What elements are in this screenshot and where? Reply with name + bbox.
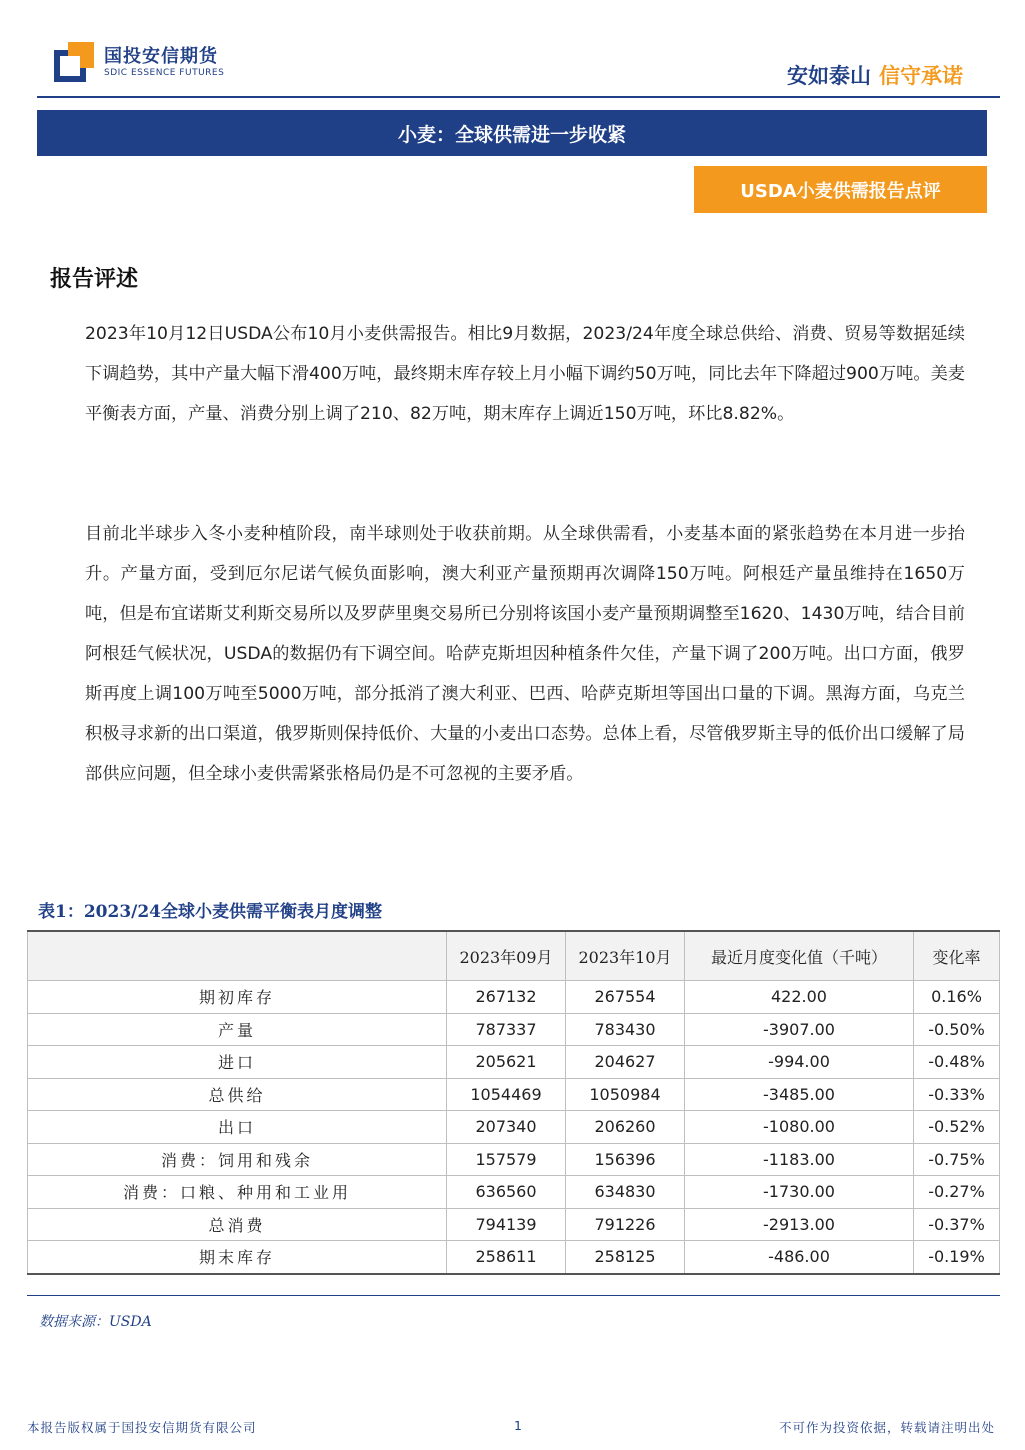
value-cell: 156396	[566, 1143, 685, 1176]
header-cell: 2023年10月	[566, 931, 685, 981]
table-row	[28, 1111, 1000, 1144]
value-cell: -0.48%	[914, 1046, 1000, 1079]
value-cell: -1080.00	[685, 1111, 914, 1144]
value-cell: -1183.00	[685, 1143, 914, 1176]
row-label-cell: 期末库存	[28, 1241, 447, 1274]
value-cell: 787337	[447, 1013, 566, 1046]
value-cell: 258611	[447, 1241, 566, 1274]
row-label-cell: 总供给	[28, 1078, 447, 1111]
paragraph-analysis: 目前北半球步入冬小麦种植阶段，南半球则处于收获前期。从全球供需看，小麦基本面的紧张趋势在本月进一步抬升。产量方面，受到厄尔尼诺气候负面影响，澳大利亚产量预期再次调降150万吨。阿根廷产量虽维持在1650万吨，但是布宜诺斯艾利斯交易所以及罗萨里奥交易所已分别将该国小麦产量预期调整至1620、1430万吨，结合目前阿根廷气候状况，USDA的数据仍有下调空间。哈萨克斯坦因种植条件欠佳，产量下调了200万吨。出口方面，俄罗斯再度上调100万吨至5000万吨，部分抵消了澳大利亚、巴西、哈萨克斯坦等国出口量的下调。黑海方面，乌克兰积极寻求新的出口渠道，俄罗斯则保持低价、大量的小麦出口态势。总体上看，尽管俄罗斯主导的低价出口缓解了局部供应问题，但全球小麦供需紧张格局仍是不可忽视的主要矛盾。	[85, 524, 965, 784]
table-row	[28, 1176, 1000, 1209]
value-cell: 794139	[447, 1208, 566, 1241]
value-cell: 157579	[447, 1143, 566, 1176]
slogan-secondary: 信守承诺	[879, 64, 963, 88]
row-label-cell: 期初库存	[28, 981, 447, 1014]
table-row	[28, 1208, 1000, 1241]
row-label-cell: 进口	[28, 1046, 447, 1079]
report-title-banner: 小麦：全球供需进一步收紧	[37, 110, 987, 156]
value-cell: -1730.00	[685, 1176, 914, 1209]
value-cell: 422.00	[685, 981, 914, 1014]
value-cell: -0.52%	[914, 1111, 1000, 1144]
value-cell: 205621	[447, 1046, 566, 1079]
value-cell: 267132	[447, 981, 566, 1014]
company-logo	[54, 40, 234, 86]
value-cell: 204627	[566, 1046, 685, 1079]
value-cell: 207340	[447, 1111, 566, 1144]
value-cell: -0.33%	[914, 1078, 1000, 1111]
value-cell: 206260	[566, 1111, 685, 1144]
table-bottom-rule	[27, 1295, 1000, 1296]
value-cell: -994.00	[685, 1046, 914, 1079]
value-cell: 634830	[566, 1176, 685, 1209]
report-subtitle-banner: USDA小麦供需报告点评	[694, 166, 987, 213]
header-cell: 最近月度变化值（千吨）	[685, 931, 914, 981]
value-cell: -0.37%	[914, 1208, 1000, 1241]
footer-disclaimer: 不可作为投资依据，转载请注明出处	[778, 1420, 995, 1435]
value-cell: 258125	[566, 1241, 685, 1274]
table-header-row	[28, 931, 1000, 981]
table-row	[28, 981, 1000, 1014]
logo-mark-icon	[54, 42, 94, 82]
table-caption: 表1：2023/24全球小麦供需平衡表月度调整	[38, 902, 383, 922]
footer-copyright: 本报告版权属于国投安信期货有限公司	[27, 1420, 257, 1435]
row-label-cell: 产量	[28, 1013, 447, 1046]
row-label-cell: 总消费	[28, 1208, 447, 1241]
table-row	[28, 1143, 1000, 1176]
row-label-cell: 出口	[28, 1111, 447, 1144]
data-source-note: 数据来源：USDA	[39, 1314, 152, 1330]
value-cell: 783430	[566, 1013, 685, 1046]
slogan	[787, 60, 963, 90]
table-row	[28, 1046, 1000, 1079]
value-cell: -3485.00	[685, 1078, 914, 1111]
header-cell: 2023年09月	[447, 931, 566, 981]
value-cell: 1050984	[566, 1078, 685, 1111]
value-cell: 0.16%	[914, 981, 1000, 1014]
value-cell: 267554	[566, 981, 685, 1014]
value-cell: 1054469	[447, 1078, 566, 1111]
logo-name-cn: 国投安信期货	[104, 46, 218, 67]
value-cell: -2913.00	[685, 1208, 914, 1241]
value-cell: -0.50%	[914, 1013, 1000, 1046]
footer-page-number: 1	[514, 1418, 522, 1433]
slogan-primary: 安如泰山	[787, 64, 871, 88]
table-row	[28, 1078, 1000, 1111]
logo-name-en: SDIC ESSENCE FUTURES	[104, 68, 225, 78]
value-cell: -0.27%	[914, 1176, 1000, 1209]
header-divider	[37, 96, 1000, 98]
section-heading: 报告评述	[50, 267, 139, 292]
supply-demand-table	[27, 930, 1000, 1275]
value-cell: -486.00	[685, 1241, 914, 1274]
table-row	[28, 1241, 1000, 1274]
value-cell: 636560	[447, 1176, 566, 1209]
row-label-cell: 消费：饲用和残余	[28, 1143, 447, 1176]
paragraph-summary: 2023年10月12日USDA公布10月小麦供需报告。相比9月数据，2023/24年度全球总供给、消费、贸易等数据延续下调趋势，其中产量大幅下滑400万吨，最终期末库存较上月小幅下调约50万吨，同比去年下降超过900万吨。美麦平衡表方面，产量、消费分别上调了210、82万吨，期末库存上调近150万吨，环比8.82%。	[85, 324, 965, 424]
table-row	[28, 1013, 1000, 1046]
header-cell: 变化率	[914, 931, 1000, 981]
value-cell: 791226	[566, 1208, 685, 1241]
value-cell: -3907.00	[685, 1013, 914, 1046]
value-cell: -0.19%	[914, 1241, 1000, 1274]
header-cell	[28, 931, 447, 981]
row-label-cell: 消费：口粮、种用和工业用	[28, 1176, 447, 1209]
value-cell: -0.75%	[914, 1143, 1000, 1176]
